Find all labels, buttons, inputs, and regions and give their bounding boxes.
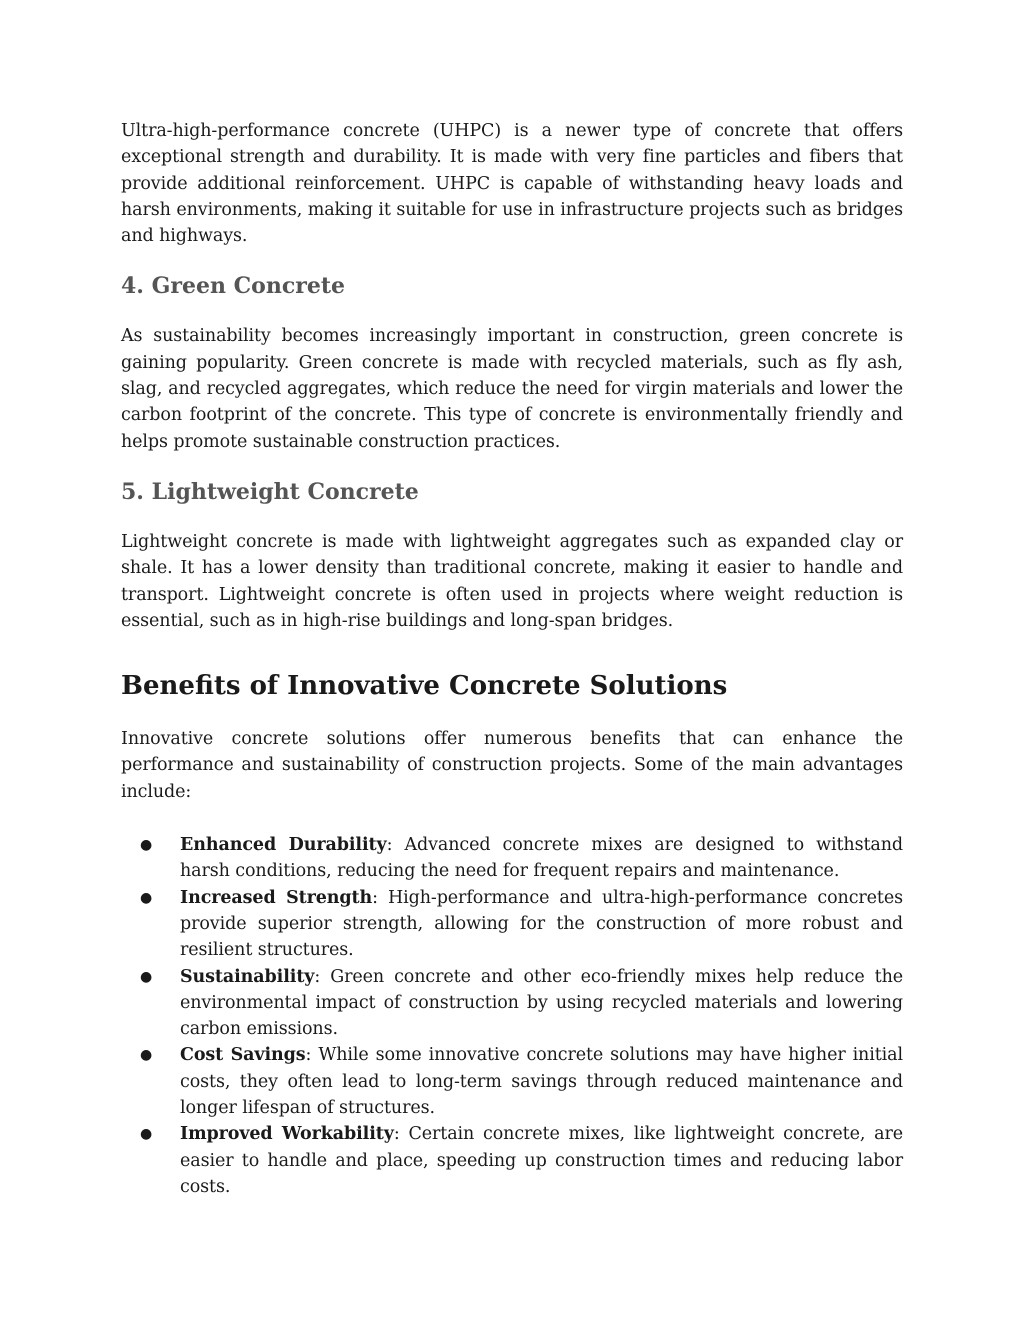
list-item	[140, 885, 903, 964]
bullet-text: : High-performance and ultra-high-performance concretes provide superior strength, allowing for the construction of more robust and resilient structures.	[180, 887, 903, 961]
benefits-list	[121, 832, 903, 1200]
bullet-term: Cost Savings	[180, 1045, 306, 1066]
lightweight-concrete-heading: 5. Lightweight Concrete	[121, 478, 419, 505]
lightweight-concrete-paragraph: Lightweight concrete is made with lightweight aggregates such as expanded clay or shale. It has a lower density than traditional concrete, making it easier to handle and transport. Lightweight concrete is often used in projects where weight reduction is essential, such as in high-rise buildings and long-span bridges.	[121, 531, 903, 631]
list-item	[140, 964, 903, 1043]
bullet-text: : While some innovative concrete solutions may have higher initial costs, they often lead to long-term savings through reduced maintenance and longer lifespan of structures.	[180, 1045, 903, 1119]
list-item	[140, 1121, 903, 1200]
benefits-intro-paragraph: Innovative concrete solutions offer numerous benefits that can enhance the performance and sustainability of construction projects. Some of the main advantages include:	[121, 729, 903, 802]
bullet-text: : Green concrete and other eco-friendly mixes help reduce the environmental impact of construction by using recycled materials and lowering carbon emissions.	[180, 966, 903, 1040]
bullet-text: : Certain concrete mixes, like lightweight concrete, are easier to handle and place, speeding up construction times and reducing labor costs.	[180, 1124, 903, 1197]
bullet-icon: ●	[140, 1047, 153, 1064]
bullet-icon: ●	[140, 968, 153, 985]
list-item	[140, 832, 903, 885]
benefits-heading: Benefits of Innovative Concrete Solutions	[121, 671, 728, 702]
bullet-term: Improved Workability	[180, 1124, 394, 1145]
bullet-icon: ●	[140, 1126, 153, 1143]
uhpc-paragraph: Ultra-high-performance concrete (UHPC) is a newer type of concrete that offers exceptional strength and durability. It is made with very fine particles and fibers that provide additional reinforcement. UHPC is capable of withstanding heavy loads and harsh environments, making it suitable for use in infrastructure projects such as bridges and highways.	[121, 121, 903, 247]
bullet-term: Sustainability	[180, 966, 315, 987]
bullet-icon: ●	[140, 889, 153, 906]
list-item	[140, 1042, 903, 1121]
bullet-term: Increased Strength	[180, 887, 373, 908]
bullet-text: : Advanced concrete mixes are designed to withstand harsh conditions, reducing the need for frequent repairs and maintenance.	[180, 835, 903, 882]
green-concrete-heading: 4. Green Concrete	[121, 273, 345, 300]
document-page	[121, 118, 903, 1200]
green-concrete-paragraph: As sustainability becomes increasingly important in construction, green concrete is gaining popularity. Green concrete is made with recycled materials, such as fly ash, slag, and recycled aggregates, which reduce the need for virgin materials and lower the carbon footprint of the concrete. This type of concrete is environmentally friendly and helps promote sustainable construction practices.	[121, 326, 903, 452]
bullet-icon: ●	[140, 837, 153, 854]
bullet-term: Enhanced Durability	[180, 835, 387, 856]
